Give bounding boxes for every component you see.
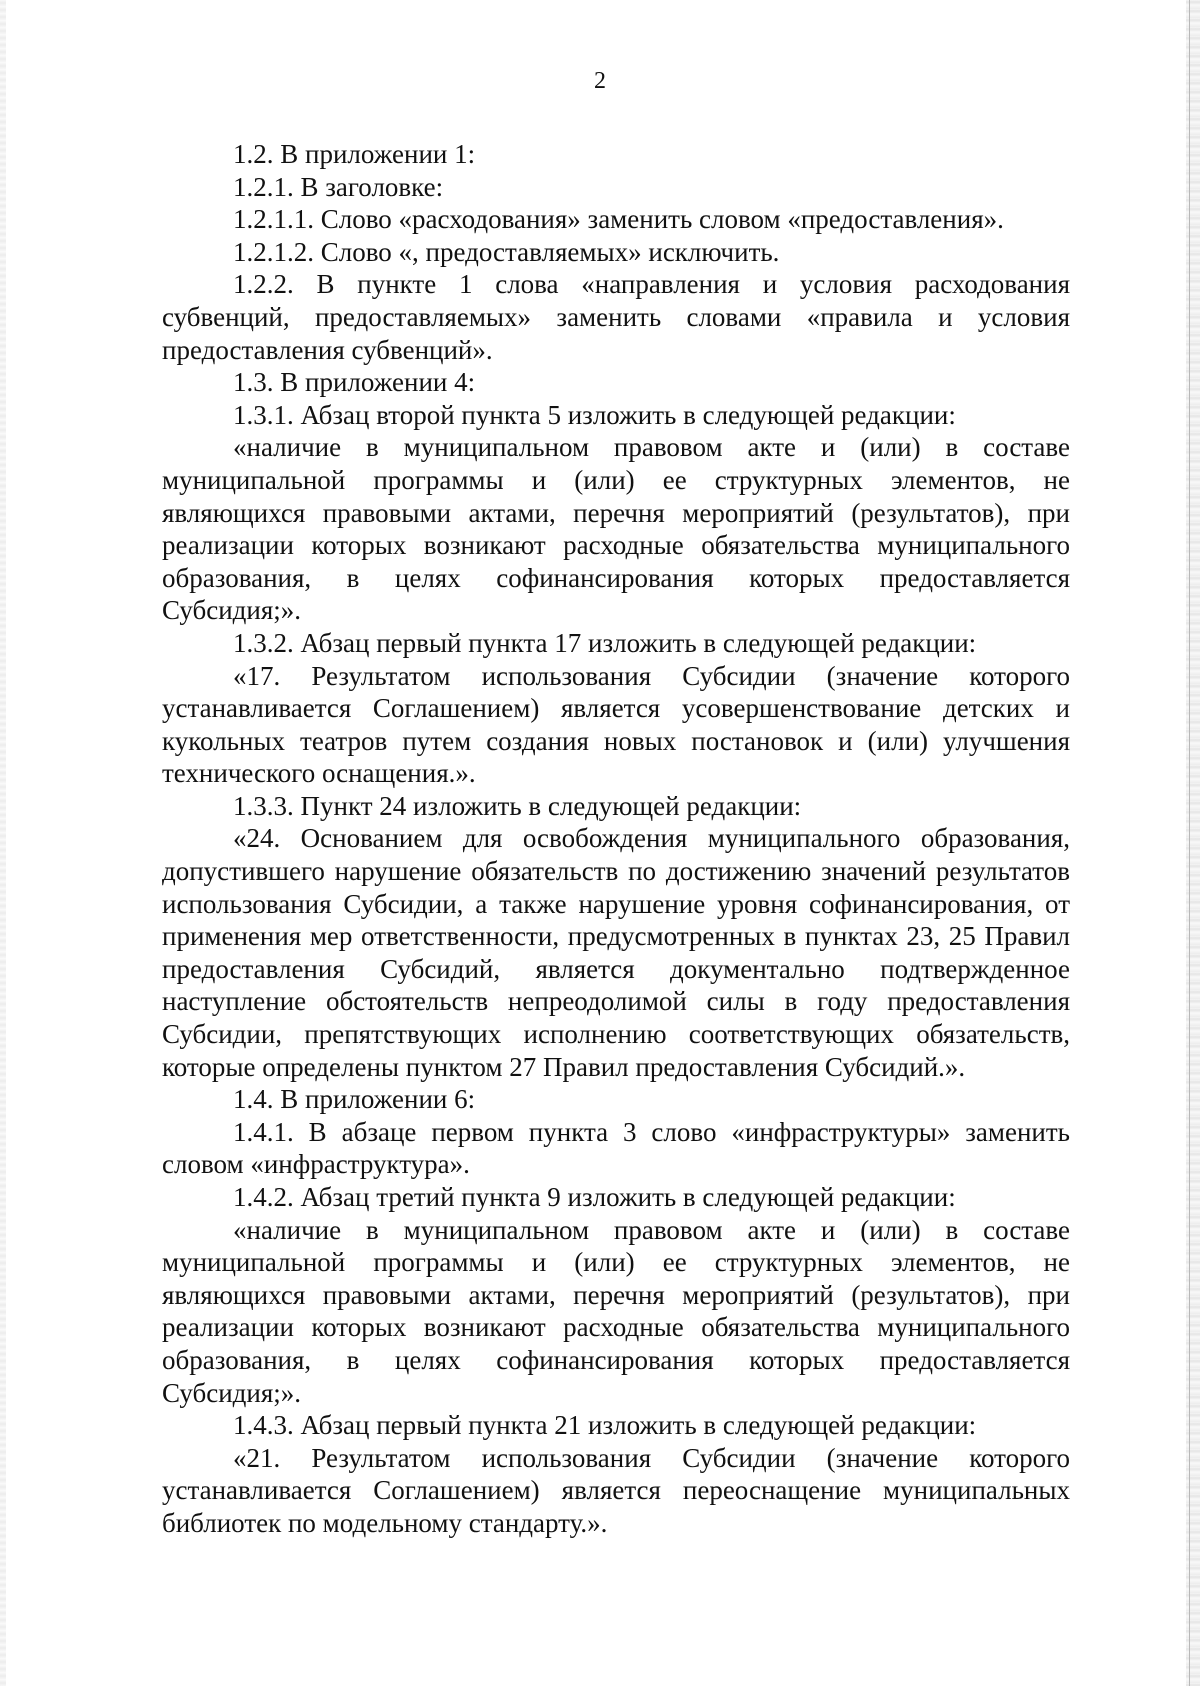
paragraph-1-2-1-2: 1.2.1.2. Слово «, предоставляемых» исключить.: [233, 236, 780, 267]
document-body: [162, 138, 1070, 1540]
quote-paragraph-1-3-1: «наличие в муниципальном правовом акте и (или) в составе муниципальной программы и (или) ее структурных элементов, не являющихся правовыми актами, перечня мероприятий (результатов), при реализации которых возникают расходные обязательства муниципального образования, в целях софинансирования которых предоставляется Субсидия;».: [162, 432, 1070, 626]
quote-paragraph-21: «21. Результатом использования Субсидии (значение которого устанавливается Соглашением) является переоснащение муниципальных библиотек по модельному стандарту.».: [162, 1442, 1070, 1538]
paragraph-1-3-2: 1.3.2. Абзац первый пункта 17 изложить в следующей редакции:: [233, 627, 977, 658]
paragraph-1-2: 1.2. В приложении 1:: [233, 139, 476, 169]
paragraph-1-2-1-1: 1.2.1.1. Слово «расходования» заменить словом «предоставления».: [233, 204, 1004, 235]
paragraph-1-4-2: 1.4.2. Абзац третий пункта 9 изложить в следующей редакции:: [233, 1182, 956, 1212]
quote-paragraph-24: «24. Основанием для освобождения муниципального образования, допустившего нарушение обязательств по достижению значений результатов использования Субсидии, а также нарушение уровня софинансирования, от применения мер ответственности, предусмотренных в пунктах 23, 25 Правил предоставления Субсидий, является документально подтвержденное наступление обстоятельств непреодолимой силы в году предоставления Субсидии, препятствующих исполнению соответствующих обязательств, которые определены пунктом 27 Правил предоставления Субсидий.».: [162, 823, 1070, 1082]
quote-paragraph-1-4-2: «наличие в муниципальном правовом акте и (или) в составе муниципальной программы и (или) ее структурных элементов, не являющихся правовыми актами, перечня мероприятий (результатов), при реализации которых возникают расходные обязательства муниципального образования, в целях софинансирования которых предоставляется Субсидия;».: [162, 1214, 1070, 1408]
paragraph-1-4: 1.4. В приложении 6:: [233, 1084, 476, 1115]
paragraph-1-3-3: 1.3.3. Пункт 24 изложить в следующей редакции:: [233, 790, 802, 821]
page-number: 2: [594, 68, 606, 94]
paragraph-1-3-1: 1.3.1. Абзац второй пункта 5 изложить в следующей редакции:: [233, 399, 956, 430]
paragraph-1-4-3: 1.4.3. Абзац первый пункта 21 изложить в следующей редакции:: [233, 1410, 977, 1441]
scan-edge-left: [0, 0, 6, 1686]
scan-edge-line: [1189, 0, 1190, 1686]
paragraph-1-3: 1.3. В приложении 4:: [233, 367, 476, 398]
paragraph-1-4-1: 1.4.1. В абзаце первом пункта 3 слово «инфраструктуры» заменить словом «инфраструктура».: [162, 1116, 1070, 1180]
quote-paragraph-17: «17. Результатом использования Субсидии (значение которого устанавливается Соглашением) является усовершенствование детских и кукольных театров путем создания новых постановок и (или) улучшения технического оснащения.».: [162, 660, 1070, 789]
paragraph-1-2-1: 1.2.1. В заголовке:: [233, 171, 444, 202]
paragraph-1-2-2: 1.2.2. В пункте 1 слова «направления и условия расходования субвенций, предоставляемых» заменить словами «правила и условия предоставления субвенций».: [162, 269, 1070, 365]
